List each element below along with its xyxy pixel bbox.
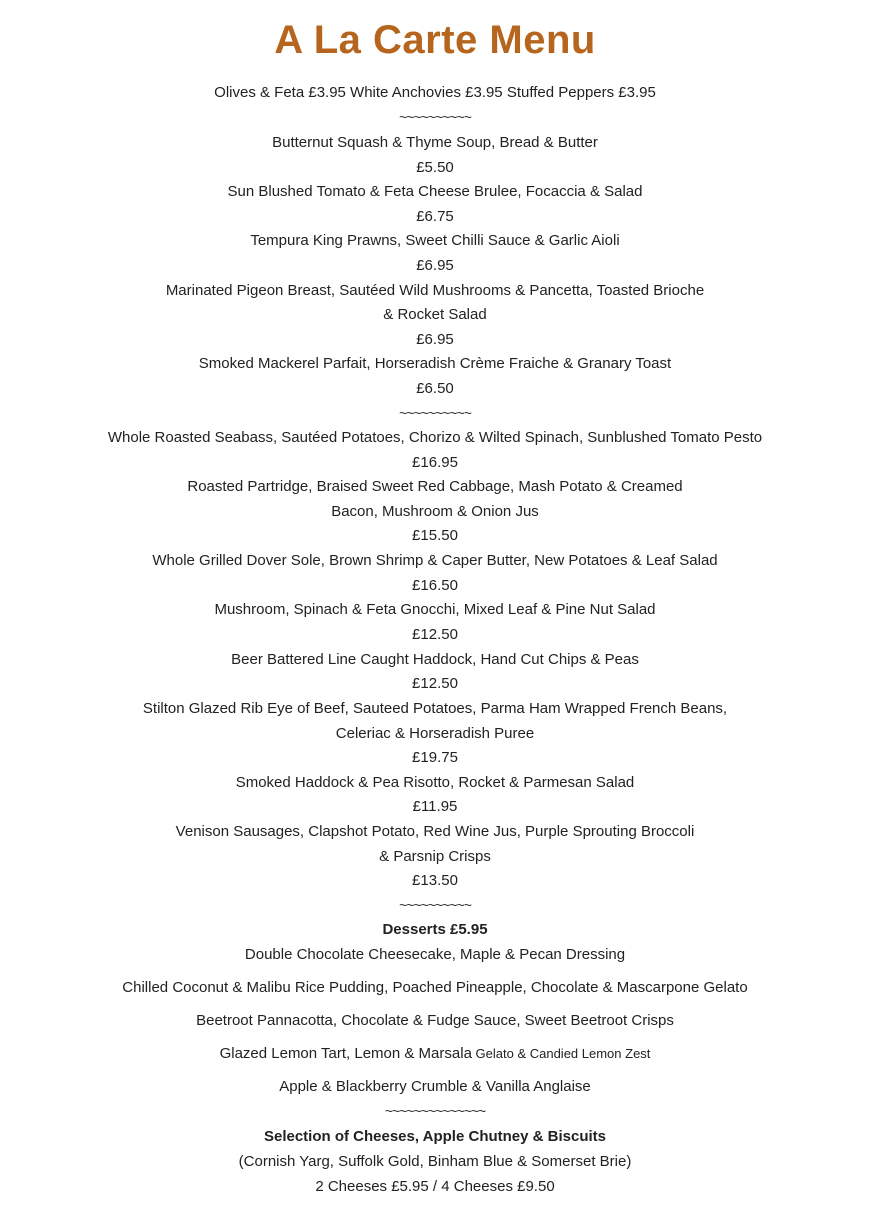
main-name-cont: & Parsnip Crisps bbox=[379, 848, 491, 865]
main-name: Mushroom, Spinach & Feta Gnocchi, Mixed Leaf & Pine Nut Salad bbox=[214, 601, 656, 618]
starter-price: £5.50 bbox=[416, 159, 454, 176]
main-price: £12.50 bbox=[412, 675, 458, 692]
cheese-heading: Selection of Cheeses, Apple Chutney & Biscuits bbox=[263, 1128, 607, 1145]
main-price: £13.50 bbox=[412, 872, 458, 889]
page-title: A La Carte Menu bbox=[274, 18, 596, 62]
main-price: £16.50 bbox=[412, 577, 458, 594]
separator: ~~~~~~~~~~ bbox=[399, 109, 471, 125]
starter-price: £6.50 bbox=[416, 380, 454, 397]
dessert-item: Chilled Coconut & Malibu Rice Pudding, Poached Pineapple, Chocolate & Mascarpone Gelato bbox=[122, 979, 748, 996]
main-name: Venison Sausages, Clapshot Potato, Red Wine Jus, Purple Sprouting Broccoli bbox=[175, 823, 695, 840]
nibbles-line: Olives & Feta £3.95 White Anchovies £3.95 Stuffed Peppers £3.95 bbox=[214, 84, 656, 101]
dessert-item-part-small: Gelato & Candied Lemon Zest bbox=[471, 1046, 651, 1061]
desserts-heading: Desserts £5.95 bbox=[382, 921, 488, 938]
dessert-item bbox=[0, 1045, 870, 1063]
main-name: Beer Battered Line Caught Haddock, Hand Cut Chips & Peas bbox=[231, 651, 639, 668]
starter-price: £6.95 bbox=[416, 331, 454, 348]
starter-price: £6.75 bbox=[416, 208, 454, 225]
starter-name: Tempura King Prawns, Sweet Chilli Sauce & Garlic Aioli bbox=[250, 232, 620, 249]
dessert-item-part: Glazed Lemon Tart, Lemon & Marsala bbox=[219, 1045, 472, 1062]
starter-price: £6.95 bbox=[416, 257, 454, 274]
main-name-cont: Celeriac & Horseradish Puree bbox=[335, 725, 535, 742]
dessert-item: Apple & Blackberry Crumble & Vanilla Anglaise bbox=[279, 1078, 591, 1095]
main-price: £19.75 bbox=[412, 749, 458, 766]
main-name: Stilton Glazed Rib Eye of Beef, Sauteed Potatoes, Parma Ham Wrapped French Beans, bbox=[142, 700, 728, 717]
main-name: Whole Roasted Seabass, Sautéed Potatoes, Chorizo & Wilted Spinach, Sunblushed Tomato Pesto bbox=[107, 429, 763, 446]
main-price: £11.95 bbox=[412, 798, 458, 815]
main-name-cont: Bacon, Mushroom & Onion Jus bbox=[331, 503, 539, 520]
main-name: Whole Grilled Dover Sole, Brown Shrimp & Caper Butter, New Potatoes & Leaf Salad bbox=[152, 552, 718, 569]
main-price: £15.50 bbox=[412, 527, 458, 544]
starter-name: Butternut Squash & Thyme Soup, Bread & Butter bbox=[272, 134, 598, 151]
separator: ~~~~~~~~~~ bbox=[399, 405, 471, 421]
main-name: Roasted Partridge, Braised Sweet Red Cabbage, Mash Potato & Creamed bbox=[187, 478, 683, 495]
dessert-item: Double Chocolate Cheesecake, Maple & Pecan Dressing bbox=[244, 946, 626, 963]
starter-name: Smoked Mackerel Parfait, Horseradish Crème Fraiche & Granary Toast bbox=[198, 355, 672, 372]
main-price: £16.95 bbox=[412, 454, 458, 471]
separator: ~~~~~~~~~~ bbox=[399, 897, 471, 913]
separator: ~~~~~~~~~~~~~~ bbox=[384, 1103, 486, 1119]
starter-name: Marinated Pigeon Breast, Sautéed Wild Mushrooms & Pancetta, Toasted Brioche bbox=[165, 282, 705, 299]
starter-name: Sun Blushed Tomato & Feta Cheese Brulee, Focaccia & Salad bbox=[227, 183, 643, 200]
cheese-varieties: (Cornish Yarg, Suffolk Gold, Binham Blue & Somerset Brie) bbox=[238, 1153, 632, 1170]
main-price: £12.50 bbox=[412, 626, 458, 643]
dessert-item: Beetroot Pannacotta, Chocolate & Fudge Sauce, Sweet Beetroot Crisps bbox=[196, 1012, 674, 1029]
starter-name-cont: & Rocket Salad bbox=[383, 306, 487, 323]
main-name: Smoked Haddock & Pea Risotto, Rocket & Parmesan Salad bbox=[235, 774, 635, 791]
cheese-prices: 2 Cheeses £5.95 / 4 Cheeses £9.50 bbox=[315, 1178, 555, 1195]
